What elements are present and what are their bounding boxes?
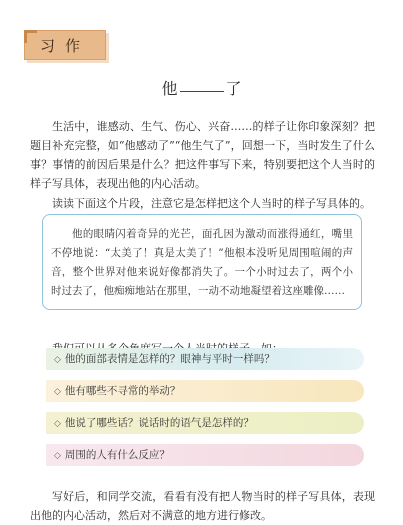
excerpt-text: 他的眼睛闪着奇异的光芒，面孔因为激动而涨得通红，嘴里不停地说：“太美了！真是太美了！”他根本没听见周围喧闹的声音，整个世界对他来说好像都消失了。一个小时过去了，两个小时过去了，他痴痴地站在那里，一动不动地凝望着这座雕像…… [51,228,353,297]
diamond-icon: ◇ [54,419,61,429]
intro-paragraph: 生活中，谁感动、生气、伤心、兴奋……的样子让你印象深刻？把题目补充完整，如“他感动了”“他生气了”，回想一下，当时发生了什么事？事情的前因后果是什么？把这件事写下来，特别要把这个人当时的样子写具体，表现出他的内心活动。 [30,120,375,190]
prompt-actions [46,380,364,402]
diamond-icon: ◇ [54,451,61,461]
section-badge-label: 习作 [39,36,90,55]
title-blank [180,90,224,92]
diamond-icon: ◇ [54,387,61,397]
prompt-text: 他有哪些不寻常的举动？ [64,385,181,397]
title-prefix: 他 [161,79,178,98]
diamond-icon: ◇ [54,355,61,365]
closing-paragraph: 写好后，和同学交流，看看有没有把人物当时的样子写具体，表现出他的内心活动，然后对不满意的地方进行修改。 [30,490,375,522]
prompt-reactions [46,444,364,466]
prompt-text: 他说了哪些话？说话时的语气是怎样的？ [64,417,254,429]
prompt-facial-expression [46,348,364,370]
prompt-text: 周围的人有什么反应？ [64,449,170,461]
prompt-speech [46,412,364,434]
section-badge [24,30,106,60]
excerpt-box [42,214,362,310]
title-suffix: 了 [225,79,242,98]
page-title [0,76,403,99]
prompt-text: 他的面部表情是怎样的？眼神与平时一样吗？ [64,353,275,365]
lead-paragraph: 读读下面这个片段，注意它是怎样把这个人当时的样子写具体的。 [52,197,371,210]
